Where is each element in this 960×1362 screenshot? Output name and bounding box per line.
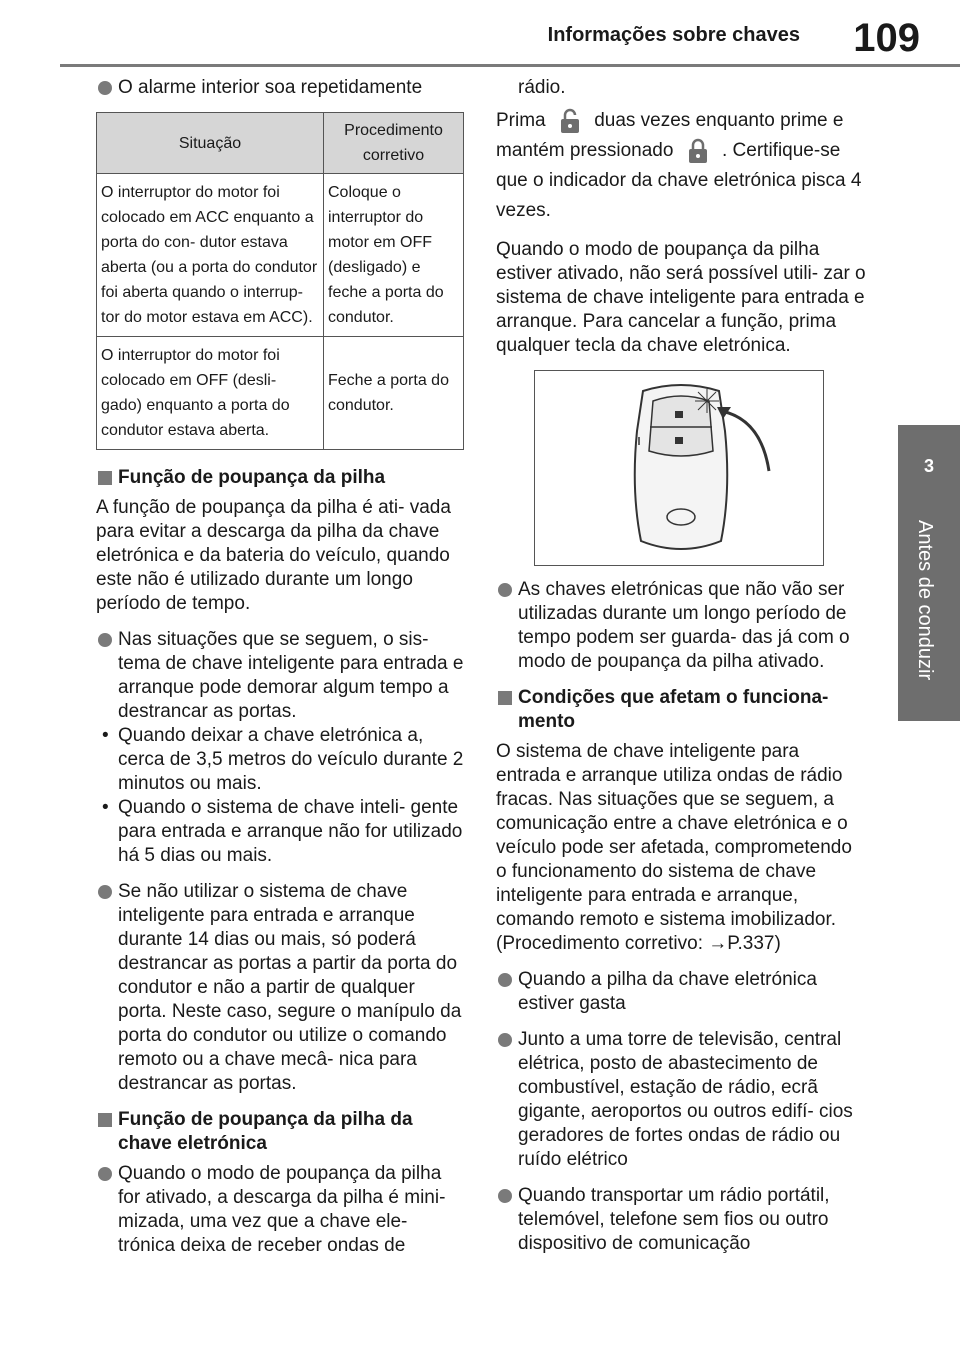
press-text-c: . Certifique-se que o indicador da chave eletrónica pisca 4 vezes. <box>496 140 862 221</box>
table-cell-situation: O interruptor do motor foi colocado em ACC enquanto a porta do con- dutor estava aberta (ou a porta do condutor foi aberta quando o interrup- tor do motor estava em ACC). <box>97 174 324 337</box>
sub-bullet: • <box>102 797 109 818</box>
table-header-situation: Situação <box>97 113 324 174</box>
situation-table <box>96 112 464 450</box>
bullet-item <box>96 628 468 724</box>
continued-text: rádio. <box>518 77 566 98</box>
bullet-item <box>496 968 866 1016</box>
section-heading-text: Função de poupança da pilha <box>118 467 386 488</box>
sub-item <box>96 724 468 796</box>
table-header-row <box>97 113 464 174</box>
press-instruction <box>496 106 866 226</box>
sub-item-text: Quando deixar a chave eletrónica a, cerca de 3,5 metros do veículo durante 2 minutos ou mais. <box>118 725 464 794</box>
bullet-text: Quando o modo de poupança da pilha for ativado, a descarga da pilha é mini- mizada, uma vez que a chave ele- trónica deixa de receber ondas de <box>118 1163 446 1256</box>
bullet-dot <box>498 1189 512 1203</box>
section-heading <box>96 1108 468 1156</box>
smart-key-figure <box>535 371 823 565</box>
table-cell-procedure: Feche a porta do condutor. <box>324 337 464 450</box>
header-rule <box>60 64 960 67</box>
section-heading-text: Condições que afetam o funciona- mento <box>518 687 829 732</box>
bullet-item <box>496 1028 866 1172</box>
bullet-dot <box>498 973 512 987</box>
bullet-text: Nas situações que se seguem, o sis- tema de chave inteligente para entrada e arranque pode demorar algum tempo a destrancar as portas. <box>118 629 464 722</box>
section-heading <box>96 466 468 490</box>
bullet-dot <box>498 583 512 597</box>
table-cell-procedure: Coloque o interruptor do motor em OFF (desligado) e feche a porta do condutor. <box>324 174 464 337</box>
chapter-number: 3 <box>923 456 934 476</box>
key-illustration <box>534 370 824 566</box>
section-title: Informações sobre chaves <box>547 24 800 46</box>
heading-square <box>498 691 512 705</box>
paragraph: A função de poupança da pilha é ati- vada para evitar a descarga da pilha da chave eletrónica e da bateria do veículo, quando este não é utilizado durante um longo período de tempo. <box>96 497 451 614</box>
press-text-a: Prima <box>496 110 546 131</box>
bullet-text: Junto a uma torre de televisão, central elétrica, posto de abastecimento de combustível, estação de rádio, ecrã gigante, aeroportos ou outros edifí- cios geradores de fortes ondas de rádio ou ruído elétrico <box>518 1029 853 1170</box>
bullet-dot <box>98 885 112 899</box>
table-header-procedure: Procedimento corretivo <box>324 113 464 174</box>
bullet-text: Quando a pilha da chave eletrónica estiver gasta <box>518 969 817 1014</box>
bullet-item <box>496 578 866 674</box>
unlock-icon <box>557 107 583 135</box>
bullet-item <box>96 880 468 1096</box>
page-number: 109 <box>853 16 920 60</box>
section-heading <box>496 686 866 734</box>
heading-square <box>98 471 112 485</box>
bullet-dot <box>98 1167 112 1181</box>
lock-icon <box>685 137 711 165</box>
heading-square <box>98 1113 112 1127</box>
bullet-text: Se não utilizar o sistema de chave inteligente para entrada e arranque durante 14 dias ou mais, só poderá destrancar as portas a partir da porta do condutor e não a partir de qualquer porta. Neste caso, segure o manípulo da porta do condutor ou utilize o comando remoto ou a chave mecâ- nica para destrancar as portas. <box>118 881 462 1094</box>
right-column <box>496 76 866 1268</box>
table-cell-situation: O interruptor do motor foi colocado em OFF (desli- gado) enquanto a porta do condutor estava aberta. <box>97 337 324 450</box>
bullet-dot <box>498 1033 512 1047</box>
sub-item <box>96 796 468 868</box>
paragraph: Quando o modo de poupança da pilha estiver ativado, não será possível utili- zar o sistema de chave inteligente para entrada e arranque. Para cancelar a função, prima qualquer tecla da chave eletrónica. <box>496 239 866 356</box>
bullet-item <box>96 76 468 100</box>
bullet-item <box>496 1184 866 1256</box>
left-column <box>96 76 468 1270</box>
bullet-dot <box>98 81 112 95</box>
bullet-text: O alarme interior soa repetidamente <box>118 77 423 98</box>
section-heading-text: Função de poupança da pilha da chave eletrónica <box>118 1109 413 1154</box>
sub-item-text: Quando o sistema de chave inteli- gente para entrada e arranque não for utilizado há 5 dias ou mais. <box>118 797 463 866</box>
chapter-label: Antes de conduzir <box>914 520 936 681</box>
bullet-text: Quando transportar um rádio portátil, telemóvel, telefone sem fios ou outro dispositivo de comunicação <box>518 1185 830 1254</box>
paragraph: O sistema de chave inteligente para entrada e arranque utiliza ondas de rádio fracas. Nas situações que se seguem, a comunicação entre a chave eletrónica e o veículo pode ser afetada, comprometendo o funcionamento do sistema de chave inteligente para entrada e arranque, comando remoto e sistema imobilizador. (Procedimento corretivo: →P.337) <box>496 741 852 954</box>
bullet-dot <box>98 633 112 647</box>
table-row <box>97 337 464 450</box>
sub-bullet: • <box>102 725 109 746</box>
press-text-b: duas vezes enquanto prime e mantém pressionado <box>496 110 844 161</box>
bullet-text: As chaves eletrónicas que não vão ser utilizadas durante um longo período de tempo podem ser guarda- das já com o modo de poupança da pilha ativado. <box>518 579 850 672</box>
table-row <box>97 174 464 337</box>
bullet-item <box>96 1162 468 1258</box>
